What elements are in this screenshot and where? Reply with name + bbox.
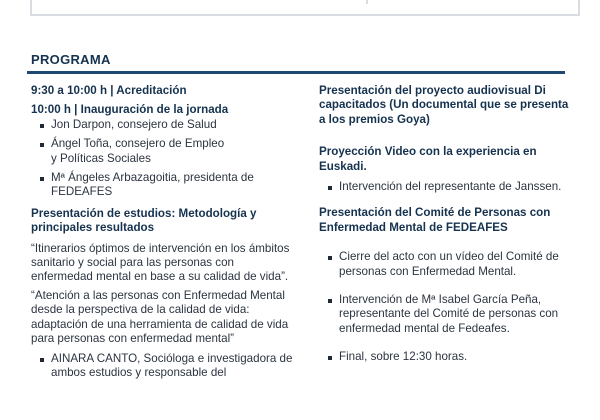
info-card-bottom-edge <box>30 0 580 16</box>
list-item: Final, sobre 12:30 horas. <box>319 350 577 364</box>
schedule-accreditation: 9:30 a 10:00 h | Acreditación <box>31 84 187 97</box>
list-item: AINARA CANTO, Socióloga e investigadora de ambos estudios y responsable del <box>31 352 293 381</box>
speaker-list <box>31 118 293 200</box>
study-quote-1: “Itinerarios óptimos de intervención en los ámbitos sanitario y social para las personas con enfermedad mental en base a su calidad de vida”. <box>31 241 290 284</box>
video-list <box>319 180 577 194</box>
list-item: Jon Darpon, consejero de Salud <box>31 118 293 132</box>
card-divider <box>366 0 368 4</box>
studies-heading: Presentación de estudios: Metodología y principales resultados <box>31 206 257 235</box>
video-heading: Proyección Video con la experiencia en Euskadi. <box>319 145 537 173</box>
audiovisual-heading: Presentación del proyecto audiovisual Di capacitados (Un documental que se presenta a los premios Goya) <box>319 84 569 126</box>
schedule-inauguration: 10:00 h | Inauguración de la jornada <box>31 103 229 117</box>
list-item: Cierre del acto con un vídeo del Comité de personas con Enfermedad Mental. <box>319 250 577 279</box>
program-right-column <box>319 84 577 365</box>
closing-list <box>319 250 577 364</box>
list-item: Intervención del representante de Janssen. <box>319 180 577 194</box>
section-title: PROGRAMA <box>31 52 111 67</box>
author-list <box>31 352 293 381</box>
study-quote-2: “Atención a las personas con Enfermedad Mental desde la perspectiva de la calidad de vida: adaptación de una herramienta de calidad de vida para personas con enfermedad mental” <box>31 288 289 346</box>
committee-heading: Presentación del Comité de Personas con Enfermedad Mental de FEDEAFES <box>319 206 551 234</box>
list-item: Mª Ángeles Arbazagoitia, presidenta de FEDEAFES <box>31 171 293 200</box>
list-item: Ángel Toña, consejero de Empleo y Políticas Sociales <box>31 137 293 166</box>
list-item: Intervención de Mª Isabel García Peña, representante del Comité de personas con enfermedad mental de Fedeafes. <box>319 293 577 336</box>
section-title-underline <box>27 71 565 74</box>
program-left-column <box>31 84 293 380</box>
